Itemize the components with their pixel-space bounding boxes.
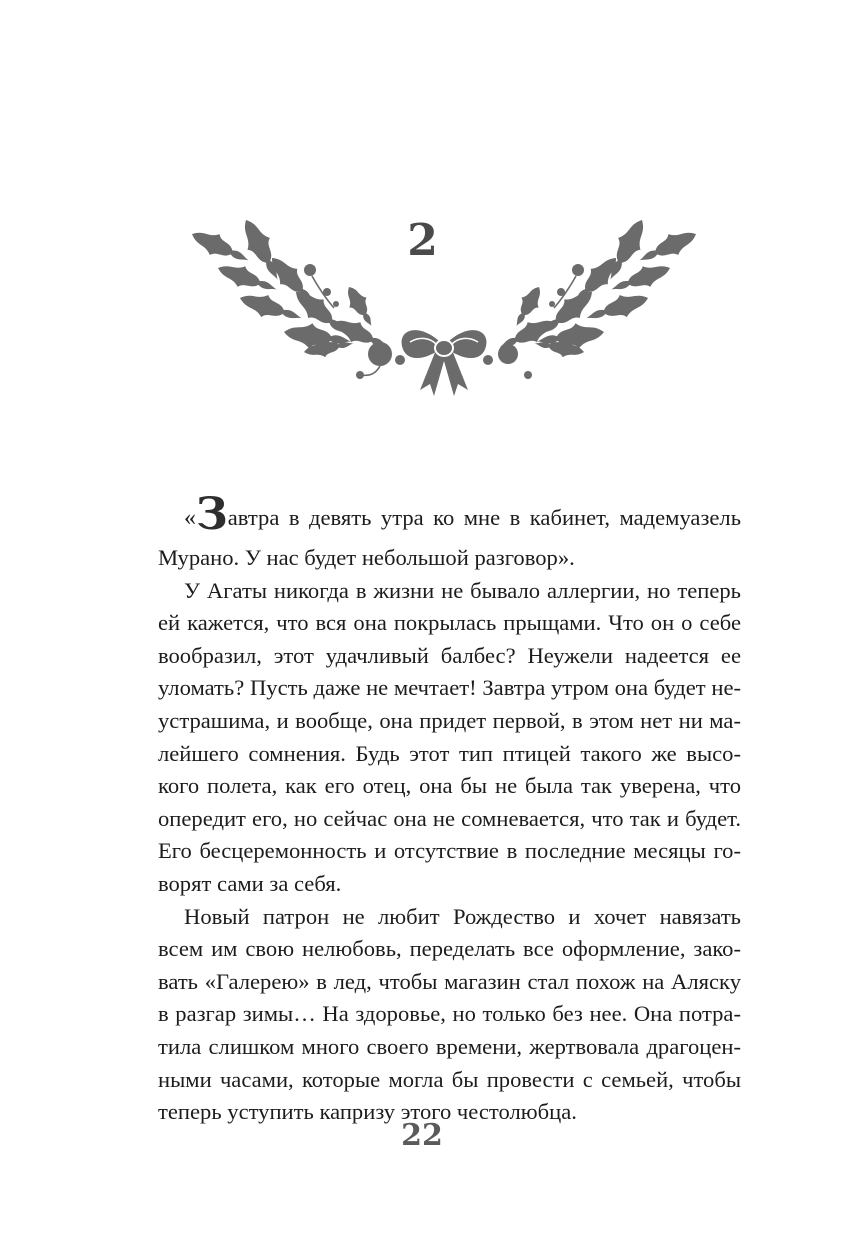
text-line: теперь уступить капризу этого честолюбца. <box>158 1099 577 1125</box>
drop-cap: З <box>196 489 228 540</box>
text-line: ными часами, которые могла бы провести с семьей, чтобы <box>158 1066 741 1092</box>
text-line: уломать? Пусть даже не мечтает! Завтра утром она будет не- <box>158 675 741 701</box>
paragraph-first-line <box>158 489 741 542</box>
page-number: 22 <box>401 1118 443 1153</box>
text-line: устрашима, и вообще, она придет первой, в этом нет ни ма- <box>158 707 741 733</box>
text-line: Новый патрон не любит Рождество и хочет навязать <box>184 903 741 929</box>
text-line: всем им свою нелюбовь, переделать все оформление, зако- <box>158 936 741 962</box>
text-line: ей кажется, что вся она покрылась прыщами. Что он о себе <box>158 610 741 636</box>
text-line: опередит его, но сейчас она не сомневается, что так и будет. <box>158 805 741 831</box>
chapter-number: 2 <box>407 215 437 266</box>
text-line: вообразил, этот удачливый балбес? Неужели надеется ее <box>158 642 741 668</box>
text-line: ворят сами за себя. <box>158 870 342 896</box>
text-line: Мурано. У нас будет небольшой разговор». <box>158 545 575 570</box>
text-line: в разгар зимы… На здоровье, но только без нее. Она потра- <box>158 1001 741 1027</box>
text-line: лейшего сомнения. Будь этот тип птицей такого же высо- <box>158 740 741 766</box>
text-line: вать «Галерею» в лед, чтобы магазин стал похож на Аляску <box>158 968 741 994</box>
text-line: тила слишком много своего времени, жертвовала драгоцен- <box>158 1033 741 1059</box>
text-line: У Агаты никогда в жизни не бывало аллергии, но теперь <box>184 577 741 603</box>
text-line: кого полета, как его отец, она бы не была так уверена, что <box>158 773 741 799</box>
body-text <box>158 489 741 1129</box>
first-line-text: автра в девять утра ко мне в кабинет, мадемуазель <box>227 505 741 530</box>
opening-quote: « <box>184 505 196 531</box>
text-line: Его бесцеремонность и отсутствие в последние месяцы го- <box>158 838 741 864</box>
